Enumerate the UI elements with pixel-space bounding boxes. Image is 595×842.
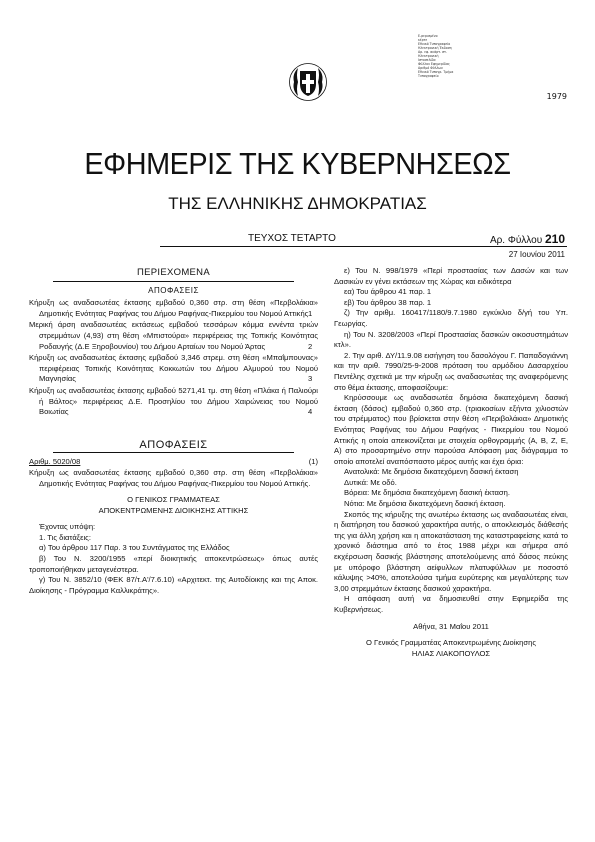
preamble-item: ζ) Την αριθμ. 160417/1180/9.7.1980 εγκύκλιο δ/γή του Υπ. Γεωργίας. <box>334 308 568 328</box>
publication-order: Η απόφαση αυτή να δημοσιευθεί στην Εφημερίδα της Κυβερνήσεως. <box>334 594 568 614</box>
toc-entry[interactable] <box>29 320 318 352</box>
preamble-intro: Έχοντας υπόψη: <box>39 522 96 532</box>
stamp-line: Ε-ρερισμένο <box>418 34 438 38</box>
issue-label: ΤΕΥΧΟΣ ΤΕΤΑΡΤΟ <box>248 233 336 244</box>
authority-line-2: ΑΠΟΚΕΝΤΡΩΜΕΝΗΣ ΔΙΟΙΚΗΣΗΣ ΑΤΤΙΚΗΣ <box>98 505 249 515</box>
sheet-number-value: 210 <box>544 232 565 246</box>
right-column <box>334 266 568 659</box>
toc-entry[interactable] <box>29 353 318 385</box>
header-divider <box>160 246 567 247</box>
toc-entry[interactable] <box>29 386 318 418</box>
preamble-item: β) Του Ν. 3200/1955 «περί διοικητικής αποκεντρώσεως» όπως αυτές τροποποιήθηκαν μεταγενέστερα. <box>29 554 318 574</box>
electronic-signature-stamp <box>418 34 470 78</box>
boundary-south: Νότια: Με δημόσια δικατεχόμενη δασική έκταση. <box>344 499 506 509</box>
boundary-north: Βόρεια: Με δημόσια δικατεχόμενη δασική έκταση. <box>344 488 510 498</box>
signature-name: ΗΛΙΑΣ ΛΙΑΚΟΠΟΥΛΟΣ <box>411 648 491 658</box>
decision-index: (1) <box>308 457 318 467</box>
stamp-line: Αριθμό Φύλλων <box>418 66 443 70</box>
decision-body: Κηρύσσουμε ως αναδασωτέα δημόσια δικατεχόμενη δασική έκταση (δάσος) εμβαδού 0,360 στρ. (τριακοσίων εξήντα χιλιοστών του στρέμματος) που βρίσκεται στην θέση «Περιβολάκια» Δημοτικής Ενότητας Ραφήνας του Δήμου Ραφήνας - Πικερμίου του Νομού Αττικής η οποία απεικονίζεται με στοιχεία ορθογραμμής (Α, Β, Ζ, Ε, Α) στο προσαρτημένο στην παρούσα Απόφαση μας διάγραμμα το οποίο αποτελεί αναπόσπαστο μέρος αυτής και έχει όρια: <box>334 393 568 466</box>
stamp-line: Τυπογραφείο <box>418 74 439 78</box>
preamble-item: εα) Του άρθρου 41 παρ. 1 <box>344 287 432 297</box>
stamp-line: Ηλεκτρονική Έκδοση <box>418 46 452 50</box>
gazette-title: ΕΦΗΜΕΡΙΣ ΤΗΣ ΚΥΒΕΡΝΗΣΕΩΣ <box>84 146 511 181</box>
sheet-number <box>490 232 565 246</box>
preamble-item: εβ) Του άρθρου 38 παρ. 1 <box>344 297 432 307</box>
toc-entry-text: Κήρυξη ως αναδασωτέας έκτασης εμβαδού 0,360 στρ. στη θέση «Περβολάκια» Δημοτικής Ενότητας Ραφήνας του Δήμου Ραφήνας-Πικερμίου του Νομού Αττικής <box>29 298 318 318</box>
decision-number-line <box>29 457 318 468</box>
stamp-line: Εθνικό Τυπογρ. Τμήμα <box>418 70 454 74</box>
decision-purpose: Σκοπός της κήρυξης της ανωτέρω έκτασης ως αναδασωτέας είναι, η διατήρηση του δασικού χαρακτήρα αυτής, ο αποκλεισμός διάθεσής της για άλλη χρήση και η αποκατάσταση της καταστραφείσης κατά το χρονικό διάστημα από το έτος 1988 μέχρι και σήμερα από εκχέρσωση δασικής βλάστησης αποτελούμενης από δάσος πεύκης με υπόροφο βλάστηση αείφυλλων πλατυφύλλων με ποσοστό κάλυψης >40%, αποτελούσα τμήμα ευρύτερης και μεγαλύτερης των 3,00 στρεμμάτων έκτασης δασικού χαρακτήρα. <box>334 509 568 593</box>
gazette-subtitle: ΤΗΣ ΕΛΛΗΝΙΚΗΣ ΔΗΜΟΚΡΑΤΙΑΣ <box>168 194 427 213</box>
decisions-heading: ΑΠΟΦΑΣΕΙΣ <box>139 438 208 451</box>
preamble-item: ε) Του Ν. 998/1979 «Περί προστασίας των Δασών και των Δασικών εν γένει εκτάσεων της Χώρας και ειδικότερα <box>334 266 568 286</box>
year-label: 1979 <box>546 92 567 101</box>
decision-title: Κήρυξη ως αναδασωτέας έκτασης εμβαδού 0,360 στρ. στη θέση «Περβολάκια» Δημοτικής Ενότητας Ραφήνας του Δήμου Ραφήνας-Πικερμίου του Νομού Αττικής. <box>29 467 318 488</box>
stamp-line: κέρτε <box>418 38 428 42</box>
preamble-item: 2. Την αριθ. ΔΥ/11.9.08 εισήγηση του δασολόγου Γ. Παπαδογιάννη και την αριθ. 7990/25-9-2008 πρόταση του αρμόδιου Δασαρχείου Πεντέλης σχετικά με την κήρυξη ως αναδασωτέας της αναφερόμενης στο θέμα έκτασης, αποφασίζουμε: <box>334 350 568 392</box>
coat-of-arms-icon <box>288 62 328 102</box>
preamble-item: γ) Του Ν. 3852/10 (ΦΕΚ 87/τ.Α'/7.6.10) «Αρχιτεκτ. της Αυτοδίοικης και της Αποκ. Διοίκησης - Πρόγραμμα Καλλικράτης». <box>29 575 318 595</box>
table-of-contents <box>29 298 318 418</box>
preamble-item: α) Του άρθρου 117 Παρ. 3 του Συντάγματος της Ελλάδος <box>39 543 230 553</box>
stamp-line: Εθνικό Τυπογραφείο <box>418 42 451 46</box>
left-column <box>29 260 318 596</box>
signature-date: Αθήνα, 31 Μαΐου 2011 <box>413 621 489 631</box>
boundary-east: Ανατολικά: Με δημόσια δικατεχόμενη δασική έκταση <box>344 467 519 477</box>
stamp-line: Ιστοσελίδα <box>418 58 436 62</box>
toc-entry-text: Μερική άρση αναδασωτέας εκτάσεως εμβαδού τεσσάρων κόμμα εννέντα τριών στρεμμάτων (4,93) στη θέση «Μπιστούρα» περιφέρειας της Τοπικής Κοινότητας Ροδαυγής (Δ.Ε Ξηροβουνίου) του Δήμου Αρταίων του Νομού Άρτας <box>29 320 318 351</box>
toc-page-number: 3 <box>308 374 313 384</box>
preamble-item: 1. Τις διατάξεις: <box>39 532 91 542</box>
decisions-rule <box>53 452 294 453</box>
toc-page-number: 1 <box>308 308 313 318</box>
toc-heading: ΠΕΡΙΕΧΟΜΕΝΑ <box>137 267 210 278</box>
stamp-line: Αρ. εφ. ανάρτ. στ. <box>418 50 447 54</box>
issue-date: 27 Ιουνίου 2011 <box>508 250 565 259</box>
toc-page-number: 2 <box>308 341 313 351</box>
toc-entry-text: Κήρυξη ως αναδασωτέας έκτασης εμβαδού 3,346 στρεμ. στη θέση «Μπαΐμπουνας» περιφέρειας Τοπικής Κοινότητας Κοκκωτών του Δήμου Αλμυρού του Νομού Μαγνησίας <box>29 353 318 384</box>
authority-line-1: Ο ΓΕΝΙΚΟΣ ΓΡΑΜΜΑΤΕΑΣ <box>127 495 220 505</box>
sheet-label: Αρ. Φύλλου <box>489 235 543 246</box>
toc-entry-text: Κήρυξη ως αναδασωτέας έκτασης εμβαδού 5271,41 τμ. στη θέση «Πλάκα ή Παλιούρι ή Βάλτος» περιφέρειας Δ.Ε. Προσηλίου του Δήμου Χαιρώνειας του Νομού Βοιωτίας <box>29 385 318 417</box>
preamble-item: η) Του Ν. 3208/2003 «Περί Προστασίας δασικών οικοσυστημάτων κτλ». <box>334 329 568 350</box>
boundary-west: Δυτικά: Με οδό. <box>344 477 397 487</box>
toc-page-number: 4 <box>308 407 313 417</box>
stamp-line: Φύλλου Εφημερίδας <box>418 62 450 66</box>
toc-entry[interactable] <box>29 298 318 319</box>
toc-rule <box>53 281 294 282</box>
stamp-line: Ηλεκτρονική <box>418 54 439 58</box>
decision-number: Αριθμ. 5020/08 <box>29 457 81 467</box>
toc-subheading: ΑΠΟΦΑΣΕΙΣ <box>148 285 199 295</box>
signature-title: Ο Γενικός Γραμματέας Αποκεντρωμένης Διοίκησης <box>366 638 536 648</box>
